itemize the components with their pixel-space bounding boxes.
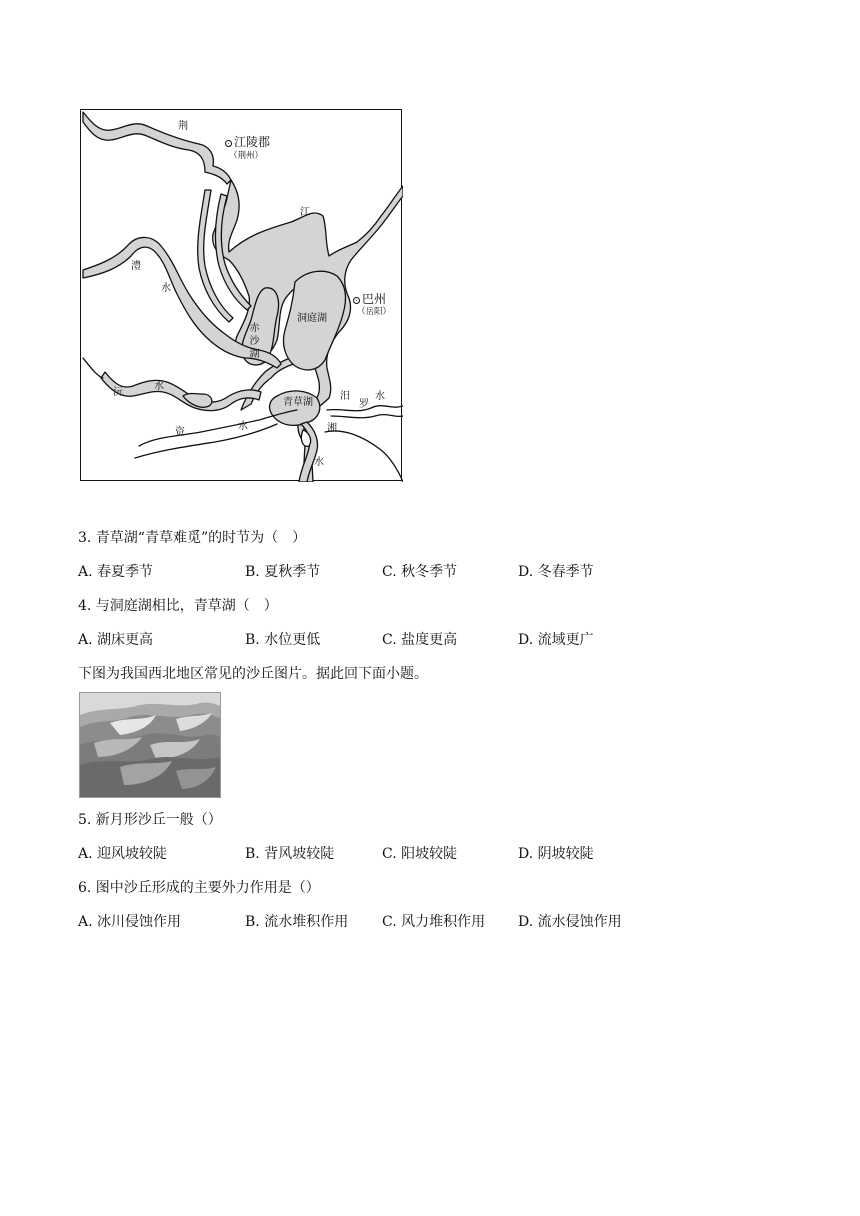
q4-option-a[interactable]: A. 湖床更高	[78, 632, 154, 648]
li-shui-label: 水	[161, 283, 171, 294]
q4-stem: 4. 与洞庭湖相比，青草湖（ ）	[78, 598, 278, 614]
luo-label: 罗	[359, 399, 369, 410]
sand-dune-photo	[79, 692, 221, 798]
q6-option-d[interactable]: D. 流水侵蚀作用	[518, 914, 622, 930]
q5-option-c[interactable]: C. 阳坡较陡	[382, 846, 458, 862]
luo-shui-label: 水	[375, 391, 385, 402]
q5-stem: 5. 新月形沙丘一般（）	[78, 812, 222, 828]
q5-option-b[interactable]: B. 背风坡较陡	[245, 846, 335, 862]
chishahu-label: 赤沙湖	[247, 322, 258, 361]
jiangling-label: 江陵郡	[234, 135, 271, 149]
zi-river-lower	[135, 421, 277, 458]
q4-option-c[interactable]: C. 盐度更高	[382, 632, 458, 648]
q3-option-b[interactable]: B. 夏秋季节	[245, 564, 321, 580]
q4-option-d[interactable]: D. 流域更广	[518, 632, 594, 648]
jiangling-sublabel: （荆州）	[229, 151, 264, 161]
yuan-oxbow	[183, 394, 212, 408]
jing-label: 荆	[178, 121, 188, 132]
yuan-left-branch	[83, 358, 103, 378]
yuan-river	[101, 372, 261, 411]
q5-option-a[interactable]: A. 迎风坡较陡	[78, 846, 168, 862]
q6-option-a[interactable]: A. 冰川侵蚀作用	[78, 914, 182, 930]
q4-option-b[interactable]: B. 水位更低	[245, 632, 321, 648]
yuan-shui-label: 水	[154, 381, 164, 392]
jing-river	[83, 112, 231, 184]
xiang-label: 湘	[327, 423, 337, 434]
qingcaohu-label: 青草湖	[283, 397, 313, 408]
jiangling-marker	[225, 140, 232, 147]
q6-option-b[interactable]: B. 流水堆积作用	[245, 914, 349, 930]
q5-option-d[interactable]: D. 阴坡较陡	[518, 846, 594, 862]
q3-stem: 3. 青草湖“青草难觅”的时节为（ ）	[78, 530, 307, 546]
bazhou-sublabel: （岳阳）	[357, 307, 392, 317]
q3-option-a[interactable]: A. 春夏季节	[78, 564, 154, 580]
q3-option-c[interactable]: C. 秋冬季节	[382, 564, 458, 580]
zi-label: 资	[175, 427, 185, 438]
bazhou-label: 巴州	[362, 292, 387, 306]
xiang-east-tributary	[325, 431, 403, 482]
q6-stem: 6. 图中沙丘形成的主要外力作用是（）	[78, 880, 320, 896]
zi-shui-label: 水	[238, 421, 248, 432]
zi-river	[139, 410, 297, 446]
jiang-label: 江	[300, 207, 310, 218]
q6-option-c[interactable]: C. 风力堆积作用	[382, 914, 486, 930]
xiang-shui-label: 水	[314, 457, 324, 468]
yuan-label: 沅	[113, 387, 123, 398]
miluo-right-bank	[331, 415, 403, 418]
sand-dune-drawing	[80, 693, 221, 798]
mi-label: 汨	[340, 391, 350, 402]
dongtinghu-label: 洞庭湖	[297, 313, 327, 324]
li-label: 澧	[131, 261, 141, 272]
lake-map	[80, 109, 402, 481]
q3-option-d[interactable]: D. 冬春季节	[518, 564, 594, 580]
bazhou-marker	[353, 297, 360, 304]
dune-intro: 下图为我国西北地区常见的沙丘图片。据此回下面小题。	[78, 666, 428, 682]
